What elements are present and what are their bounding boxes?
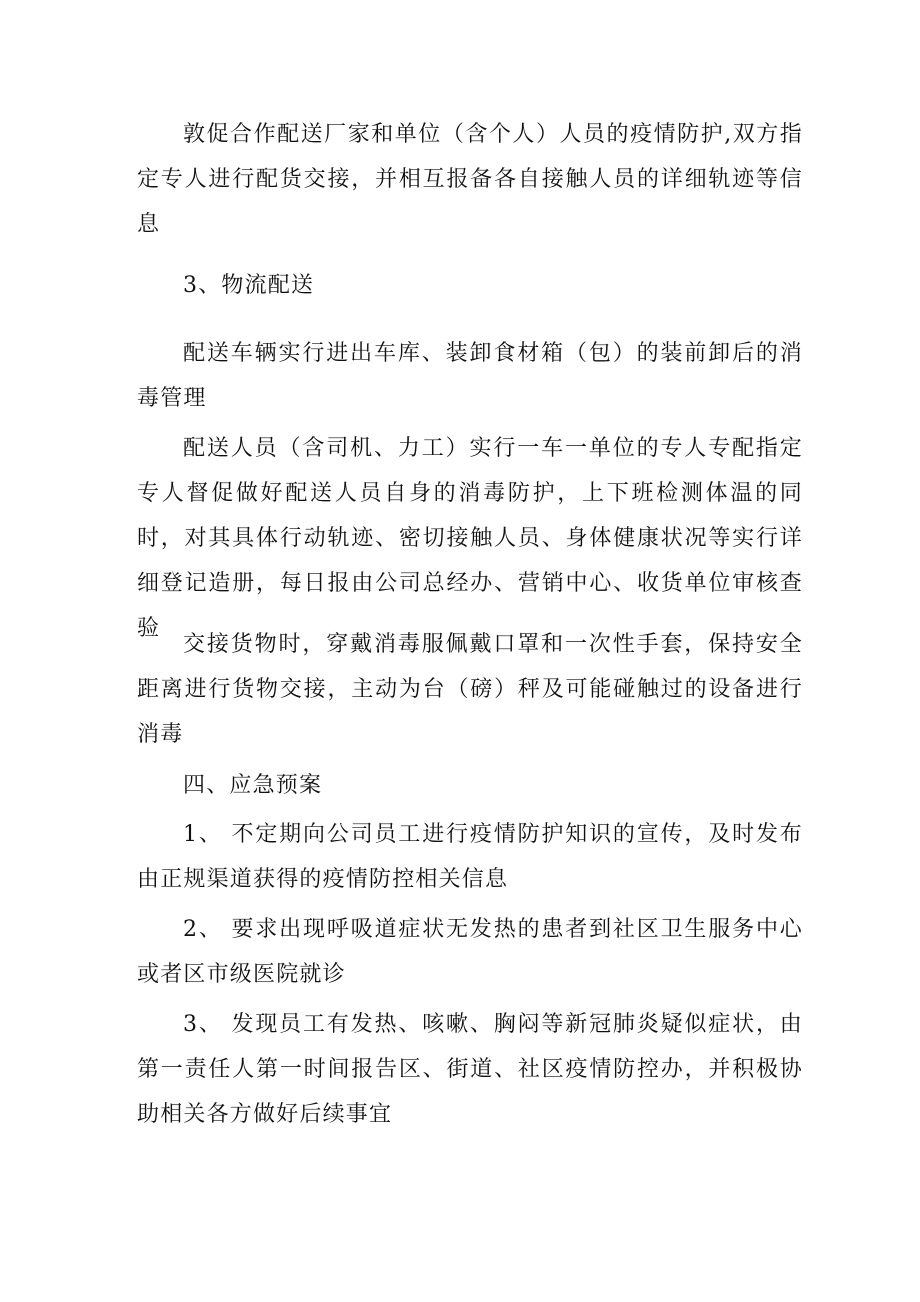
paragraph-vehicle-disinfection: 配送车辆实行进出车库、装卸食材箱（包）的装前卸后的消毒管理 bbox=[137, 341, 803, 411]
heading-emergency-plan: 四、应急预案 bbox=[183, 773, 323, 798]
paragraph-emergency-item-3: 3、 发现员工有发热、咳嗽、胸闷等新冠肺炎疑似症状，由第一责任人第一时间报告区、街道、社区疫情防控办，并积极协助相关各方做好后续事宜 bbox=[137, 1012, 803, 1127]
heading-logistics-delivery: 3、物流配送 bbox=[183, 273, 315, 298]
paragraph-delivery-staff: 配送人员（含司机、力工）实行一车一单位的专人专配指定专人督促做好配送人员自身的消毒防护，上下班检测体温的同时，对其具体行动轨迹、密切接触人员、身体健康状况等实行详细登记造册，每日报由公司总经办、营销中心、收货单位审核查验 bbox=[137, 436, 803, 641]
paragraph-emergency-item-2: 2、 要求出现呼吸道症状无发热的患者到社区卫生服务中心或者区市级医院就诊 bbox=[137, 917, 803, 987]
paragraph-partner-protection: 敦促合作配送厂家和单位（含个人）人员的疫情防护,双方指定专人进行配货交接，并相互报备各自接触人员的详细轨迹等信息 bbox=[137, 122, 803, 237]
paragraph-goods-handover: 交接货物时，穿戴消毒服佩戴口罩和一次性手套，保持安全距离进行货物交接，主动为台（磅）秤及可能碰触过的设备进行消毒 bbox=[137, 632, 803, 747]
paragraph-emergency-item-1: 1、 不定期向公司员工进行疫情防护知识的宣传，及时发布由正规渠道获得的疫情防控相关信息 bbox=[137, 822, 803, 892]
